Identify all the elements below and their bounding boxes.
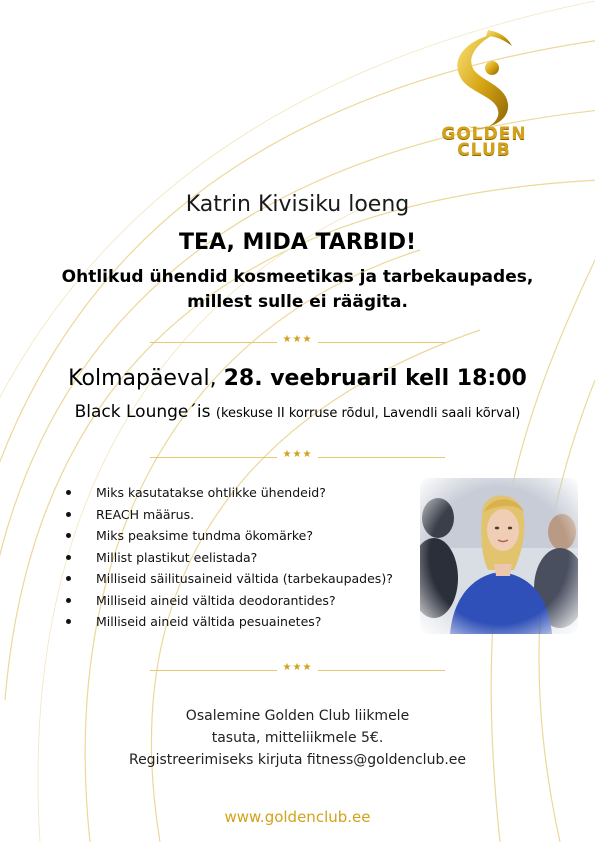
divider: [150, 451, 445, 465]
list-item: Milliseid aineid vältida pesuainetes?: [60, 611, 393, 633]
subhead-line-2: millest sulle ei räägita.: [187, 292, 408, 312]
event-place: [0, 402, 595, 422]
list-item: Miks kasutatakse ohtlikke ühendeid?: [60, 482, 393, 504]
subhead-line-1: Ohtlikud ühendid kosmeetikas ja tarbekaupades,: [61, 267, 534, 287]
list-item: Milliseid aineid vältida deodorantides?: [60, 590, 393, 612]
logo-line-1: GOLDEN: [441, 124, 527, 144]
date-time: 28. veebruaril kell 18:00: [223, 366, 527, 391]
place-name: Black Lounge´is: [74, 402, 216, 422]
event-date: [0, 366, 595, 391]
footer-line-3[interactable]: Registreerimiseks kirjuta fitness@goldenclub.ee: [128, 752, 467, 768]
registration-info: [0, 705, 595, 771]
subheadline: [0, 265, 595, 315]
speaker-title: Katrin Kivisiku loeng: [185, 192, 410, 217]
divider-stars: ★★★: [277, 662, 319, 673]
footer-line-1: Osalemine Golden Club liikmele: [185, 708, 410, 724]
speaker-photo: [420, 478, 578, 634]
list-item: REACH määrus.: [60, 504, 393, 526]
website-link[interactable]: www.goldenclub.ee: [224, 808, 371, 826]
divider-stars: ★★★: [277, 334, 319, 345]
divider: [150, 336, 445, 350]
headline: TEA, MIDA TARBID!: [178, 230, 417, 255]
date-prefix: Kolmapäeval,: [68, 366, 224, 391]
logo-line-2: CLUB: [457, 140, 511, 160]
topic-list: [60, 482, 393, 633]
list-item: Miks peaksime tundma ökomärke?: [60, 525, 393, 547]
list-item: Millist plastikut eelistada?: [60, 547, 393, 569]
footer-line-2: tasuta, mitteliikmele 5€.: [211, 730, 384, 746]
divider-stars: ★★★: [277, 449, 319, 460]
list-item: Milliseid säilitusaineid vältida (tarbekaupades)?: [60, 568, 393, 590]
divider: [150, 664, 445, 678]
place-detail: (keskuse II korruse rõdul, Lavendli saali kõrval): [215, 406, 521, 421]
logo-text: [424, 126, 544, 158]
